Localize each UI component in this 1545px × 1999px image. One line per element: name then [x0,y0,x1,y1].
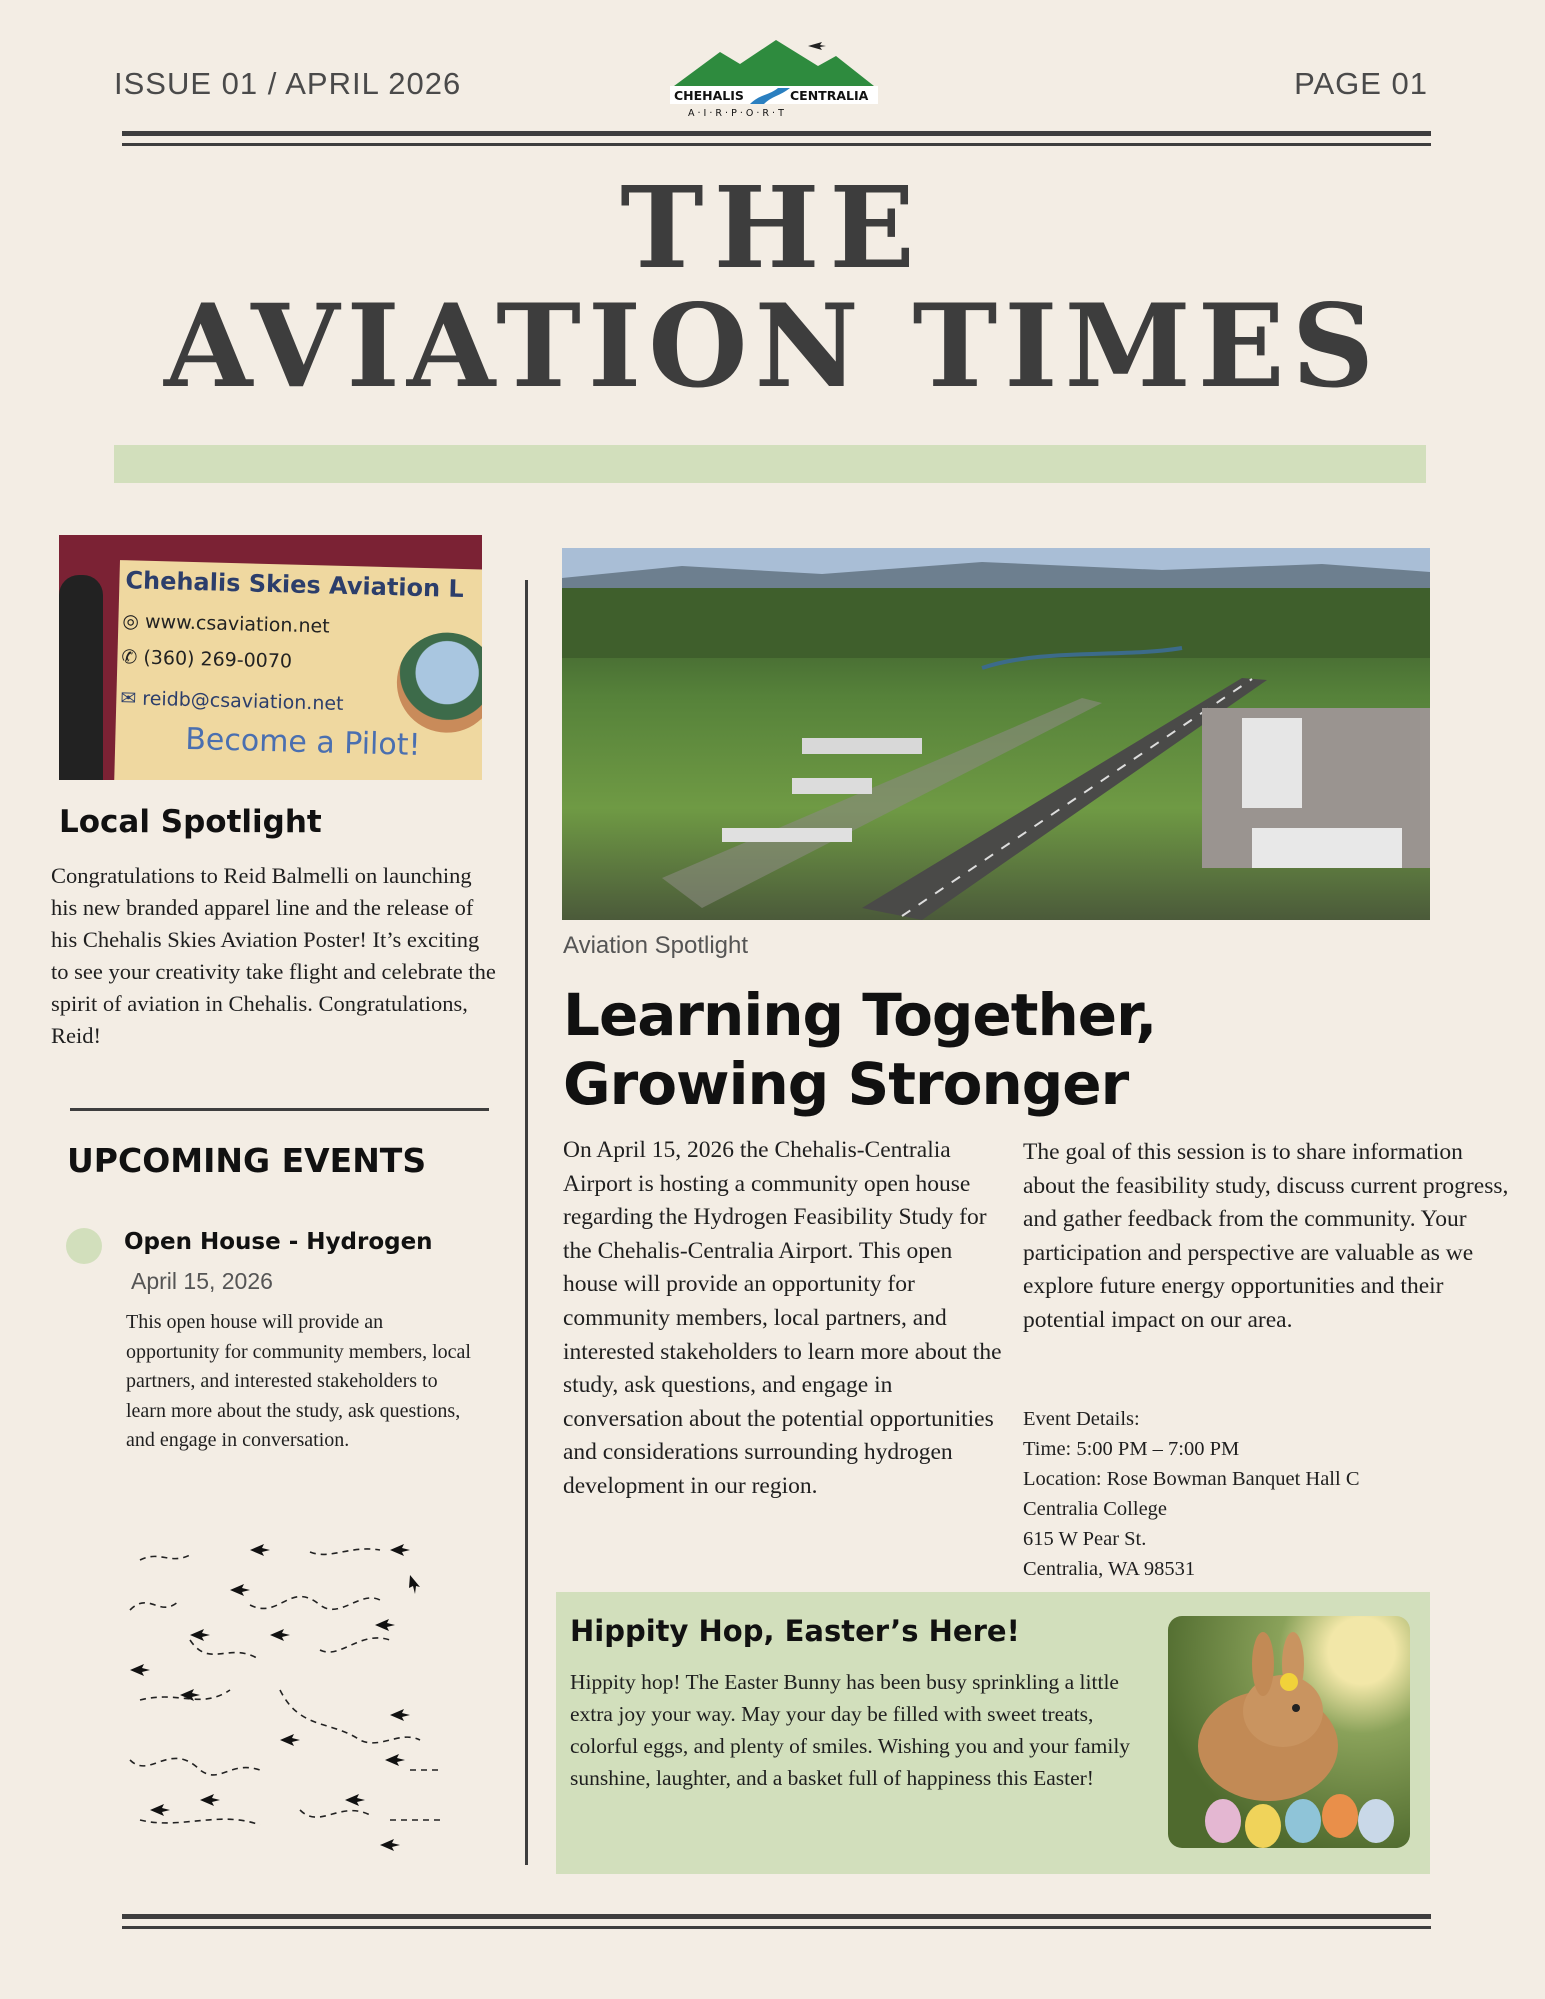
column-divider [525,580,528,1865]
banner-tagline: Become a Pilot! [184,721,421,763]
airplane-icon [270,1629,290,1641]
feature-column-1: On April 15, 2026 the Chehalis-Centralia Airport is hosting a community open house regarding the Hydrogen Feasibility Study for the Chehalis-Centralia Airport. This open house will provide an opportunity for community members, local partners, and interested stakeholders to learn more about the study, ask questions, and engage in conversation about the potential opportunities and considerations surrounding hydrogen development in our region. [563,1137,1002,1499]
events-heading: UPCOMING EVENTS [67,1141,427,1180]
event-date: April 15, 2026 [131,1268,273,1294]
top-rule-thin [122,143,1431,146]
globe-icon: ◎ [122,610,140,633]
easter-box [556,1592,1430,1874]
banner-web-row [122,610,330,637]
banner-email: reidb@csaviation.net [142,687,344,715]
event-bullet [66,1228,102,1264]
bunny-photo [1168,1616,1410,1848]
top-rule-thick [122,131,1431,136]
banner-photo [59,535,482,780]
feature-column-2: The goal of this session is to share information about the feasibility study, discuss current progress, and gather feedback from the community. Your participation and perspective are valuable as we explore future energy opportunities and their potential impact on our area. [1023,1139,1509,1333]
logo-word-bottom: A · I · R · P · O · R · T [688,108,784,119]
bottom-rule-thin [122,1926,1431,1929]
airplane-icon [250,1544,270,1556]
airplane-icon [150,1804,170,1816]
airplane-icon [130,1664,150,1676]
bunny-graphic [1168,1616,1410,1848]
banner-emblem [396,631,482,734]
airplane-icon [200,1794,220,1806]
feature-headline-line1: Learning Together, [563,981,1157,1049]
airport-logo [668,34,880,120]
event-details-label: Event Details: [1023,1408,1140,1430]
easter-body: Hippity hop! The Easter Bunny has been busy sprinkling a little extra joy your way. May your day be filled with sweet treats, colorful eggs, and plenty of smiles. Wishing you and your family sunshine, laughter, and a basket full of happiness this Easter! [570,1670,1131,1790]
banner-phone-row [121,646,292,672]
airport-logo-graphic [668,34,880,120]
person-silhouette [59,575,103,780]
events-divider [70,1108,489,1111]
masthead-title: AVIATION TIMES [163,279,1382,413]
airplane-icon [385,1754,405,1766]
airplane-icon [409,1575,420,1594]
airplane-icon [280,1734,300,1746]
banner-title: Chehalis Skies Aviation L [125,566,465,604]
mail-icon: ✉ [120,687,137,710]
event-details-location: Location: Rose Bowman Banquet Hall C [1023,1468,1360,1490]
airport-aerial-photo [562,548,1430,920]
event-details-street: 615 W Pear St. [1023,1528,1147,1550]
masthead-the: THE [620,163,925,294]
banner-phone: (360) 269-0070 [143,646,293,673]
logo-word-left: CHEHALIS [674,88,744,103]
feature-caption: Aviation Spotlight [563,932,749,959]
event-description: This open house will provide an opportunity for community members, local partners, and interested stakeholders to learn more about the study, ask questions, and engage in conversation. [126,1311,471,1451]
banner-email-row [120,687,344,715]
banner-sign [114,560,482,780]
airplane-icon [190,1629,210,1641]
banner-website: www.csaviation.net [144,610,330,638]
airplane-icon [230,1584,250,1596]
event-title: Open House - Hydrogen [124,1229,433,1255]
event-details-time: Time: 5:00 PM – 7:00 PM [1023,1438,1240,1460]
airplane-icon [380,1839,400,1851]
airplane-icon [390,1709,410,1721]
airplane-doodle-graphic [120,1530,450,1860]
spotlight-heading: Local Spotlight [59,804,322,840]
airplane-icon [390,1544,410,1556]
event-details-city: Centralia, WA 98531 [1023,1558,1196,1580]
event-details-venue: Centralia College [1023,1498,1168,1520]
issue-label: ISSUE 01 / APRIL 2026 [114,66,462,101]
phone-icon: ✆ [121,646,138,669]
logo-word-right: CENTRALIA [790,88,869,103]
spotlight-body: Congratulations to Reid Balmelli on launching his new branded apparel line and the release of his Chehalis Skies Aviation Poster! It’s exciting to see your creativity take flight and celebrate the spirit of aviation in Chehalis. Congratulations, Reid! [51,863,496,1048]
event-details [1023,1404,1423,1584]
airplane-icon [808,42,826,50]
feature-headline-line2: Growing Stronger [563,1050,1129,1118]
airplane-icon [345,1794,365,1806]
aerial-photo-graphic [562,548,1430,920]
bottom-rule-thick [122,1914,1431,1919]
masthead-green-bar [114,445,1426,483]
easter-heading: Hippity Hop, Easter’s Here! [570,1614,1020,1648]
airplane-doodle [120,1530,450,1860]
page-label: PAGE 01 [1294,66,1428,101]
airplane-icon [375,1619,395,1631]
